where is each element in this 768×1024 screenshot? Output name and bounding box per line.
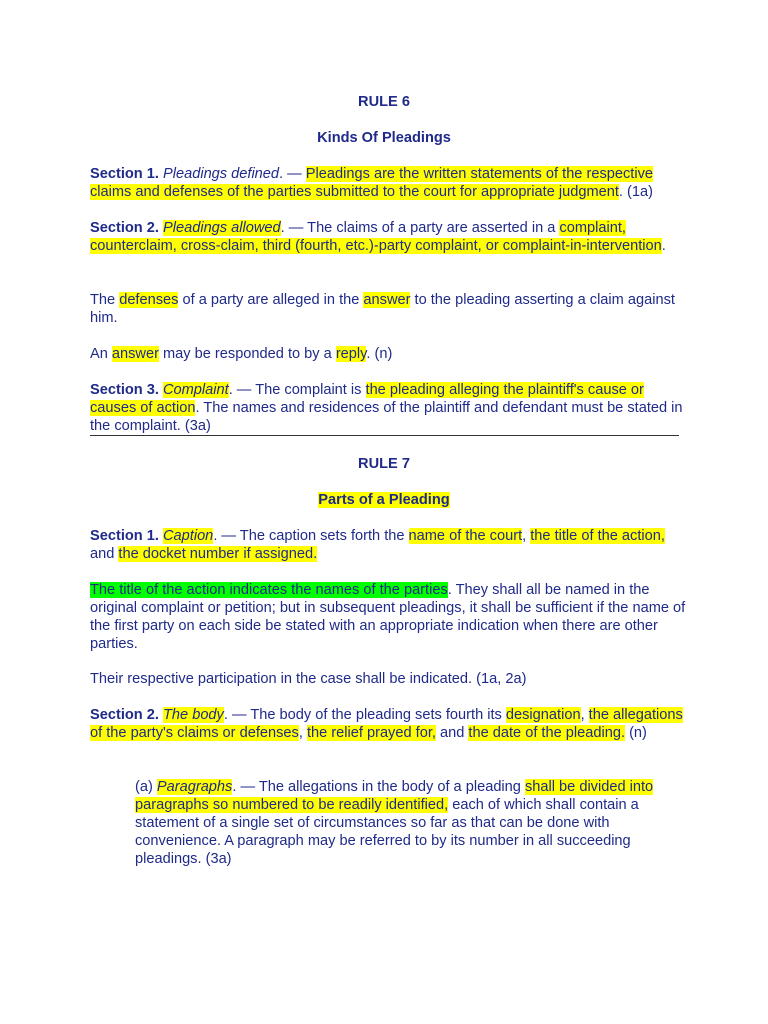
section-text: . The names and residences of the plaintiff and defendant must be stated in the complaint. (3a) [90,400,683,434]
section-text: (n) [625,725,647,741]
section-label: Section 3. [90,382,159,398]
section-label: Section 2. [90,707,159,723]
text: . — The allegations in the body of a pleading [232,779,525,795]
highlight-green: The title of the action indicates the names of the parties [90,582,448,598]
rule6-title: Kinds Of Pleadings [317,130,451,146]
text: An [90,346,112,362]
highlight: designation [505,707,581,723]
text: The [90,292,120,308]
section-text: . — [279,166,306,182]
highlight: the docket number if assigned. [118,546,318,562]
highlight: the relief prayed for, [306,725,436,741]
section-text: and [90,546,119,562]
rule6-defenses-paragraph [90,291,690,327]
section-text: , [580,707,589,723]
section-name: Complaint [163,382,229,398]
text: . They shall all be named in the original complaint or petition; but in subsequent pleadings, it shall be sufficient if the name of the first party on each side be stated with an appropriate indication when there are other parties. [90,582,686,652]
section-label: Section 1. [90,166,159,182]
rule6-section1 [90,165,690,201]
section-text: . — The caption sets forth the [213,528,409,544]
text: (a) [135,779,157,795]
rule7-section2 [90,706,690,742]
section-label: Section 2. [90,220,159,236]
section-label: Section 1. [90,528,159,544]
section-text: . — The body of the pleading sets fourth its [223,707,506,723]
section-text: . (1a) [618,184,653,200]
highlight: Pleadings are the written statements of the respective claims and defenses of the parties submitted to the court for appropriate judgment [90,166,653,200]
rule6-section2 [90,219,690,255]
rule6-answer-paragraph [90,345,690,363]
rule7-title [90,491,678,509]
highlight: complaint, counterclaim, cross-claim, third (fourth, etc.)-party complaint, or complaint-in-intervention [90,220,662,254]
rule7-section1 [90,527,690,563]
section-text: . [661,238,666,254]
highlight: shall be divided into paragraphs so numbered to be readily identified, [135,779,654,813]
rule7-title-paragraph [90,581,690,653]
highlight: Parts of a Pleading [318,492,450,508]
text: of a party are alleged in the [178,292,364,308]
section-name: Pleadings allowed [163,220,281,236]
rule7-heading: RULE 7 [358,456,410,472]
text: . (n) [366,346,393,362]
highlight: the pleading alleging the plaintiff's cause or causes of action [90,382,644,416]
text: each of which shall contain a statement of a single set of circumstances so far as that can be done with convenience. A paragraph may be referred to by its number in all succeeding pleadings. (3a) [135,797,639,867]
highlight: the date of the pleading. [468,725,626,741]
section-text: , [522,528,531,544]
rule6-section3 [90,381,690,435]
section-text: . — The claims of a party are asserted in a [280,220,560,236]
highlight: the title of the action, [530,528,665,544]
highlight: answer [111,346,159,362]
rule7-paragraph-a [135,778,680,868]
section-name: The body [163,707,224,723]
section-name: Pleadings defined [163,166,280,182]
section-text: , [298,725,307,741]
rule7-participation-paragraph: Their respective participation in the case shall be indicated. (1a, 2a) [90,671,527,687]
highlight: answer [363,292,411,308]
highlight: defenses [119,292,179,308]
highlight: reply [335,346,367,362]
section-text: and [435,725,469,741]
highlight: the allegations of the party's claims or defenses [90,707,683,741]
text: may be responded to by a [158,346,336,362]
section-name: Caption [163,528,214,544]
divider [90,435,679,436]
rule6-heading: RULE 6 [358,94,410,110]
highlight: name of the court [408,528,523,544]
section-text: . — The complaint is [228,382,366,398]
section-name: Paragraphs [156,779,233,795]
text: to the pleading asserting a claim against him. [90,292,675,326]
